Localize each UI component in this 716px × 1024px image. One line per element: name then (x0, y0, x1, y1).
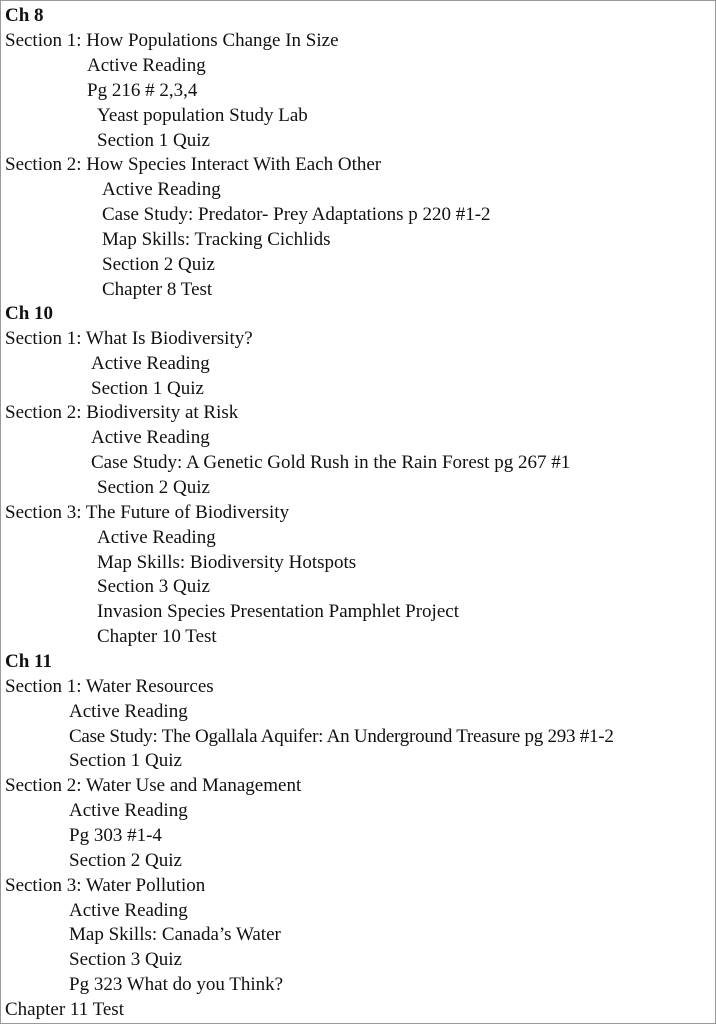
section-heading: Section 2: Biodiversity at Risk (5, 402, 239, 423)
section-heading: Section 2: How Species Interact With Each Other (5, 154, 382, 175)
assignment-item: Active Reading (91, 427, 210, 448)
assignment-item: Active Reading (69, 800, 188, 821)
chapter-heading: Ch 10 (5, 303, 54, 324)
section-heading: Section 1: What Is Biodiversity? (5, 328, 253, 349)
section-heading: Section 2: Water Use and Management (5, 775, 302, 796)
assignment-item: Section 1 Quiz (97, 130, 210, 151)
chapter-heading: Ch 11 (5, 651, 52, 672)
assignment-item: Active Reading (102, 179, 221, 200)
assignment-item: Map Skills: Tracking Cichlids (102, 229, 331, 250)
assignment-item: Map Skills: Canada’s Water (69, 924, 281, 945)
assignment-item: Case Study: The Ogallala Aquifer: An Underground Treasure pg 293 #1-2 (69, 726, 614, 747)
assignment-item: Active Reading (91, 353, 210, 374)
assignment-item: Invasion Species Presentation Pamphlet Project (97, 601, 459, 622)
assignment-item: Case Study: A Genetic Gold Rush in the Rain Forest pg 267 #1 (91, 452, 571, 473)
chapter-heading: Ch 8 (5, 5, 44, 26)
section-heading: Section 1: Water Resources (5, 676, 214, 697)
assignment-item: Case Study: Predator- Prey Adaptations p 220 #1-2 (102, 204, 491, 225)
chapter-test-line: Chapter 11 Test (5, 999, 124, 1020)
assignment-item: Section 3 Quiz (69, 949, 182, 970)
assignment-list (1, 1, 715, 1023)
assignment-item: Chapter 8 Test (102, 279, 213, 300)
assignment-item: Section 2 Quiz (102, 254, 215, 275)
assignment-item: Yeast population Study Lab (97, 105, 308, 126)
assignment-item: Section 3 Quiz (97, 576, 210, 597)
section-heading: Section 3: Water Pollution (5, 875, 206, 896)
assignment-item: Chapter 10 Test (97, 626, 217, 647)
assignment-item: Pg 323 What do you Think? (69, 974, 284, 995)
assignment-item: Map Skills: Biodiversity Hotspots (97, 552, 357, 573)
assignment-item: Section 1 Quiz (69, 750, 182, 771)
assignment-item: Section 1 Quiz (91, 378, 204, 399)
assignment-item: Pg 303 #1-4 (69, 825, 162, 846)
assignment-item: Active Reading (87, 55, 206, 76)
assignment-item: Active Reading (69, 701, 188, 722)
assignment-item: Section 2 Quiz (97, 477, 210, 498)
assignment-item: Active Reading (97, 527, 216, 548)
assignment-item: Pg 216 # 2,3,4 (87, 80, 198, 101)
assignment-item: Section 2 Quiz (69, 850, 182, 871)
assignment-item: Active Reading (69, 900, 188, 921)
section-heading: Section 3: The Future of Biodiversity (5, 502, 290, 523)
section-heading: Section 1: How Populations Change In Size (5, 30, 339, 51)
